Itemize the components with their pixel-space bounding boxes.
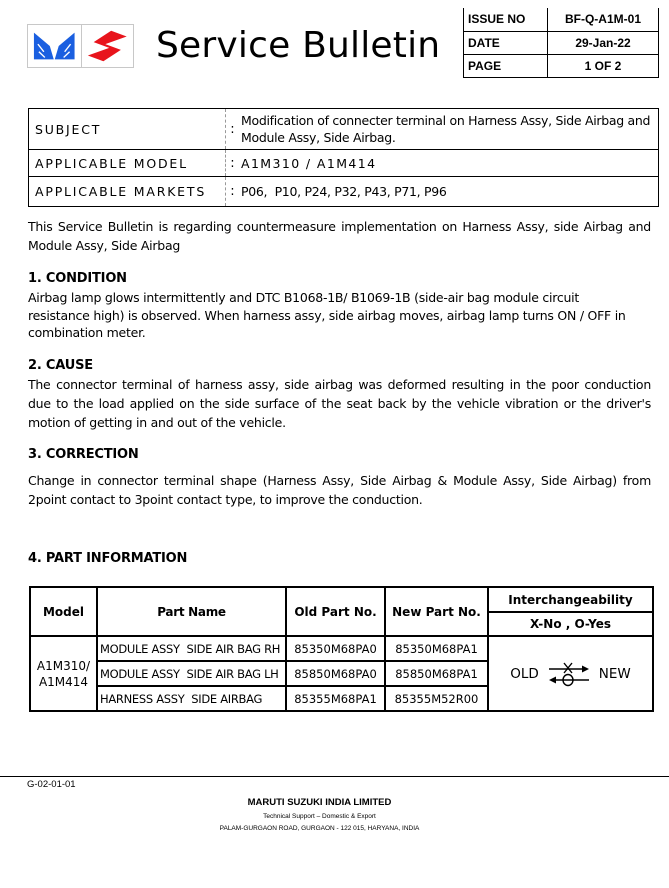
applicable-model-row — [29, 149, 658, 176]
table-header-row — [30, 587, 653, 612]
suzuki-logo-icon — [81, 25, 134, 67]
new-part-no-cell: 85850M68PA1 — [385, 661, 488, 686]
maruti-logo-icon — [28, 25, 81, 67]
condition-line: Airbag lamp glows intermittently and DTC B1068-1B/ B1069-1B (side-air bag module circuit — [28, 290, 580, 305]
footer-divider — [0, 776, 669, 777]
col-header-old-part-no: Old Part No. — [286, 587, 385, 636]
model-cell — [30, 636, 97, 711]
col-header-new-part-no: New Part No. — [385, 587, 488, 636]
date-value: 29-Jan-22 — [548, 31, 659, 54]
condition-body — [28, 289, 651, 342]
part-name-cell: MODULE ASSY SIDE AIR BAG LH — [97, 661, 286, 686]
page-title: Service Bulletin — [156, 25, 441, 66]
page-row — [464, 54, 659, 77]
interchangeability-cell — [488, 636, 653, 711]
correction-heading: 3. CORRECTION — [28, 447, 139, 462]
subject-value: Modification of connecter terminal on Harness Assy, Side Airbag and Module Assy, Side Airbag. — [241, 113, 651, 145]
condition-heading: 1. CONDITION — [28, 271, 127, 286]
condition-line: resistance high) is observed. When harness assy, side airbag moves, airbag lamp turns ON / OFF in — [28, 307, 626, 323]
page-value: 1 OF 2 — [548, 54, 659, 77]
part-name-cell: MODULE ASSY SIDE AIR BAG RH — [97, 636, 286, 661]
intro-paragraph: This Service Bulletin is regarding countermeasure implementation on Harness Assy, side Airbag and Module Assy, Side Airbag — [28, 219, 651, 253]
correction-body: Change in connector terminal shape (Harness Assy, Side Airbag & Module Assy, Side Airbag) from 2point contact to 3point contact type, to improve the conduction. — [28, 473, 651, 507]
applicable-model-label: APPLICABLE MODEL — [35, 155, 188, 171]
footer-company-name: MARUTI SUZUKI INDIA LIMITED — [247, 797, 392, 808]
old-part-no-cell: 85850M68PA0 — [286, 661, 385, 686]
subject-label: SUBJECT — [35, 121, 102, 137]
old-label: OLD — [510, 665, 539, 682]
part-name-cell: HARNESS ASSY SIDE AIRBAG — [97, 686, 286, 711]
separator: : — [225, 109, 239, 149]
issue-info-table — [463, 8, 659, 78]
model-line: A1M310/ — [36, 658, 91, 673]
date-row — [464, 31, 659, 54]
issue-no-value: BF-Q-A1M-01 — [548, 8, 659, 31]
date-label: DATE — [464, 31, 548, 54]
old-part-no-cell: 85355M68PA1 — [286, 686, 385, 711]
applicable-markets-value: P06, P10, P24, P32, P43, P71, P96 — [241, 184, 447, 199]
interchangeability-arrows-icon — [547, 660, 591, 688]
col-header-interchangeability: Interchangeability — [488, 587, 653, 612]
model-line: A1M414 — [38, 674, 89, 689]
footer-doc-code: G-02-01-01 — [27, 779, 76, 790]
new-part-no-cell: 85355M52R00 — [385, 686, 488, 711]
col-header-model: Model — [30, 587, 97, 636]
issue-no-label: ISSUE NO — [464, 8, 548, 31]
issue-no-row — [464, 8, 659, 31]
cause-heading: 2. CAUSE — [28, 358, 93, 373]
subject-table — [28, 108, 659, 207]
cause-body: The connector terminal of harness assy, side airbag was deformed resulting in the poor conduction due to the load applied on the side surface of the seat back by the vehicle vibration or the driver's motion of getting in and out of the vehicle. — [28, 377, 651, 430]
applicable-markets-label: APPLICABLE MARKETS — [35, 184, 207, 199]
part-information-heading: 4. PART INFORMATION — [28, 551, 188, 566]
separator: : — [225, 177, 239, 206]
company-logo — [27, 24, 134, 68]
condition-line: combination meter. — [28, 325, 146, 340]
applicable-markets-row — [29, 176, 658, 206]
parts-table — [29, 586, 654, 712]
new-label: NEW — [598, 665, 631, 682]
page-label: PAGE — [464, 54, 548, 77]
footer-address: PALAM-GURGAON ROAD, GURGAON - 122 015, HARYANA, INDIA — [219, 825, 420, 832]
old-part-no-cell: 85350M68PA0 — [286, 636, 385, 661]
subject-row — [29, 109, 658, 149]
separator: : — [225, 150, 239, 176]
new-part-no-cell: 85350M68PA1 — [385, 636, 488, 661]
interchangeability-diagram — [489, 660, 652, 688]
applicable-model-value: A1M310 / A1M414 — [241, 155, 377, 171]
interchangeability-legend: X-No , O-Yes — [488, 612, 653, 636]
footer-department: Technical Support – Domestic & Export — [263, 813, 376, 820]
col-header-part-name: Part Name — [97, 587, 286, 636]
table-row — [30, 636, 653, 661]
